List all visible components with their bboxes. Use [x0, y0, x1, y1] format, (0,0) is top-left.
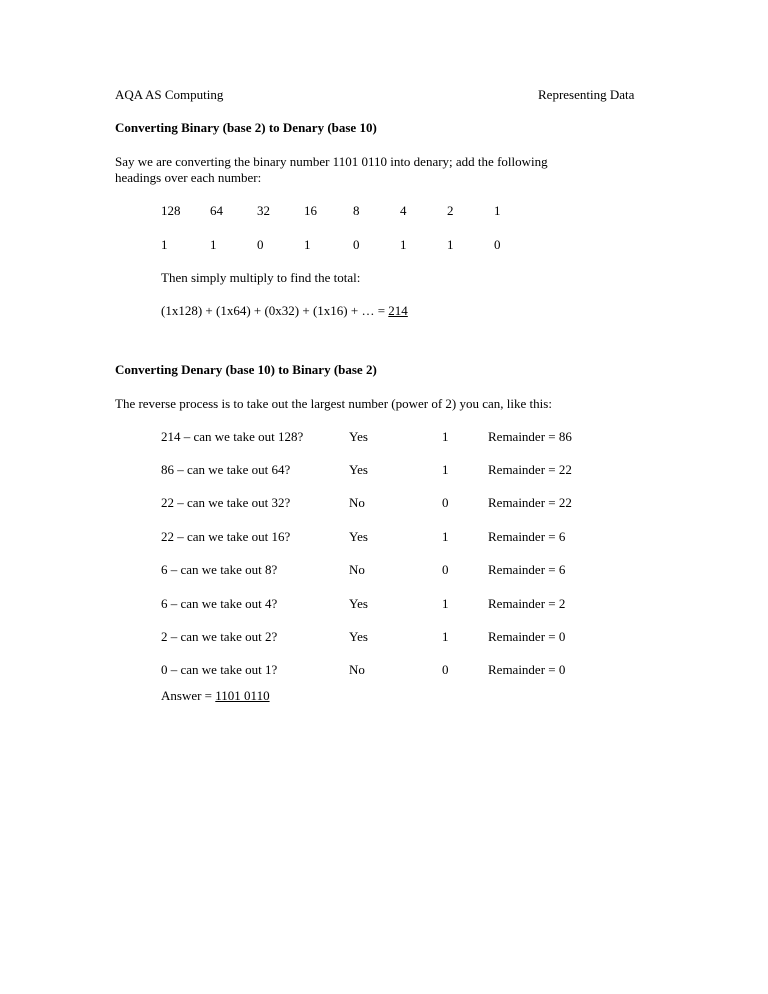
- bit-value: 0: [257, 237, 264, 252]
- place-value: 32: [257, 203, 270, 218]
- place-value: 8: [353, 203, 360, 218]
- formula: [161, 303, 408, 319]
- row-question: 6 – can we take out 4?: [161, 596, 278, 611]
- formula-prefix: (1x128) + (1x64) + (0x32) + (1x16) + … =: [161, 303, 389, 318]
- place-value: 64: [210, 203, 223, 218]
- section1-intro-line2: headings over each number:: [115, 170, 262, 185]
- row-bit: 0: [442, 495, 449, 510]
- row-answer: Yes: [349, 529, 368, 544]
- row-answer: No: [349, 662, 365, 677]
- bit-value: 0: [353, 237, 360, 252]
- place-value: 128: [161, 203, 181, 218]
- row-bit: 0: [442, 662, 449, 677]
- final-answer: [161, 688, 270, 704]
- bit-value: 1: [400, 237, 407, 252]
- formula-result: 214: [388, 303, 408, 318]
- row-question: 22 – can we take out 32?: [161, 495, 291, 510]
- row-remainder: Remainder = 6: [488, 562, 566, 577]
- row-bit: 1: [442, 429, 449, 444]
- bit-value: 1: [304, 237, 311, 252]
- row-remainder: Remainder = 2: [488, 596, 566, 611]
- place-value: 16: [304, 203, 317, 218]
- row-question: 86 – can we take out 64?: [161, 462, 291, 477]
- place-value: 2: [447, 203, 454, 218]
- section2-heading: Converting Denary (base 10) to Binary (base 2): [115, 362, 377, 377]
- answer-prefix: Answer =: [161, 688, 216, 703]
- row-remainder: Remainder = 86: [488, 429, 572, 444]
- row-answer: Yes: [349, 596, 368, 611]
- row-bit: 1: [442, 629, 449, 644]
- row-bit: 1: [442, 462, 449, 477]
- multiply-text: Then simply multiply to find the total:: [161, 270, 361, 285]
- row-question: 22 – can we take out 16?: [161, 529, 291, 544]
- row-question: 214 – can we take out 128?: [161, 429, 304, 444]
- row-answer: Yes: [349, 462, 368, 477]
- row-question: 0 – can we take out 1?: [161, 662, 278, 677]
- bit-value: 1: [447, 237, 454, 252]
- bit-value: 1: [210, 237, 217, 252]
- section2-intro: The reverse process is to take out the largest number (power of 2) you can, like this:: [115, 396, 552, 411]
- row-remainder: Remainder = 22: [488, 462, 572, 477]
- section1-intro-line1: Say we are converting the binary number 1101 0110 into denary; add the following: [115, 154, 548, 169]
- row-answer: No: [349, 495, 365, 510]
- row-bit: 1: [442, 529, 449, 544]
- place-value: 1: [494, 203, 501, 218]
- bit-value: 1: [161, 237, 168, 252]
- row-answer: Yes: [349, 629, 368, 644]
- header-right: Representing Data: [538, 87, 635, 102]
- header-left: AQA AS Computing: [115, 87, 224, 102]
- place-value: 4: [400, 203, 407, 218]
- row-bit: 0: [442, 562, 449, 577]
- row-bit: 1: [442, 596, 449, 611]
- row-remainder: Remainder = 22: [488, 495, 572, 510]
- row-remainder: Remainder = 6: [488, 529, 566, 544]
- row-question: 2 – can we take out 2?: [161, 629, 278, 644]
- row-remainder: Remainder = 0: [488, 629, 566, 644]
- answer-value: 1101 0110: [215, 688, 270, 703]
- section1-heading: Converting Binary (base 2) to Denary (base 10): [115, 120, 377, 135]
- row-question: 6 – can we take out 8?: [161, 562, 278, 577]
- row-answer: Yes: [349, 429, 368, 444]
- row-answer: No: [349, 562, 365, 577]
- bit-value: 0: [494, 237, 501, 252]
- row-remainder: Remainder = 0: [488, 662, 566, 677]
